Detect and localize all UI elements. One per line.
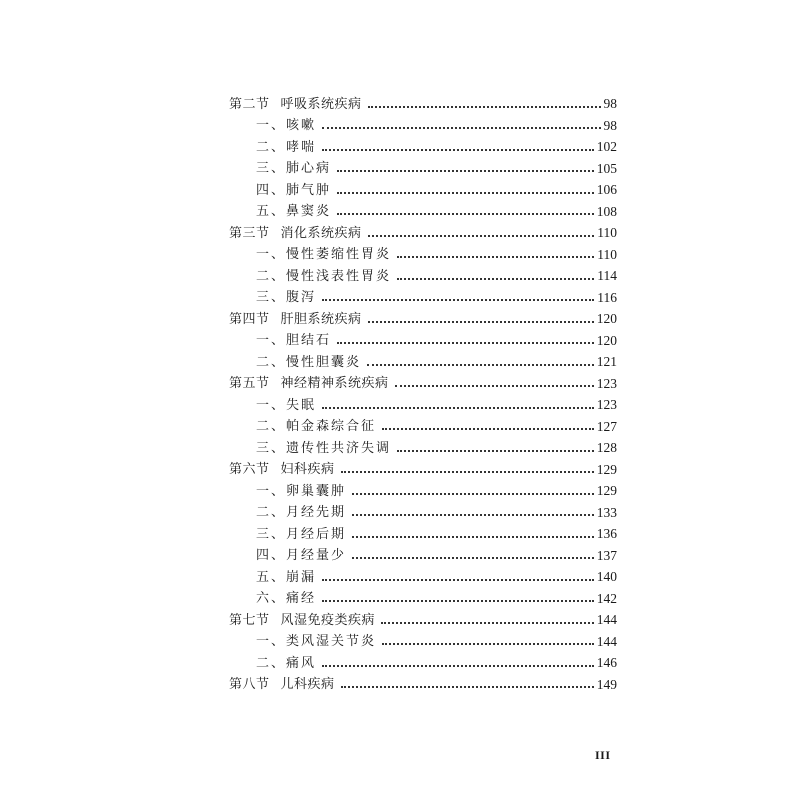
dot-leader: [352, 536, 594, 538]
dot-leader: [352, 557, 594, 559]
dot-leader: [322, 299, 594, 301]
page-number: III: [595, 748, 611, 762]
toc-page-number: 149: [596, 676, 617, 692]
toc-item-row: [229, 390, 617, 412]
toc-page-number: 110: [597, 246, 617, 262]
toc-item-title: 一、慢性萎缩性胃炎: [256, 247, 392, 262]
toc-section-number: 第六节: [229, 462, 270, 477]
toc-item-row: [229, 240, 617, 262]
dot-leader: [322, 665, 594, 667]
toc-label: [229, 442, 391, 455]
toc-label: [229, 528, 346, 541]
dot-leader: [322, 149, 594, 151]
toc-section-row: [229, 605, 617, 627]
toc-label: [229, 248, 391, 261]
toc-item-title: 二、哮喘: [256, 139, 317, 155]
toc-item-row: [229, 132, 617, 154]
toc-item-row: [229, 283, 617, 305]
toc-item-row: [229, 584, 617, 606]
toc-page-number: 136: [596, 526, 617, 541]
toc-label: [229, 98, 362, 111]
dot-leader: [382, 428, 594, 430]
toc-page-number: 129: [596, 461, 617, 477]
toc-label: [229, 549, 346, 562]
toc-label: [229, 270, 391, 283]
dot-leader: [368, 321, 594, 323]
dot-leader: [395, 385, 594, 387]
toc-page-number: 127: [596, 418, 617, 434]
toc-item-row: [229, 326, 617, 348]
toc-page-number: 114: [597, 268, 617, 283]
toc-page-number: 98: [603, 117, 617, 133]
toc-label: [229, 571, 316, 584]
toc-item-row: [229, 412, 617, 434]
toc-item-title: 二、月经先期: [256, 505, 347, 520]
toc-label: [229, 657, 316, 670]
toc-item-title: 三、腹泻: [256, 290, 317, 305]
toc-page-number: 128: [596, 440, 617, 455]
toc-label: [229, 313, 362, 326]
toc-section-title: 风湿免疫类疾病: [280, 612, 376, 628]
toc-item-title: 二、慢性胆囊炎: [256, 354, 362, 370]
toc-section-title: 肝胆系统疾病: [280, 311, 362, 327]
toc-section-title: 妇科疾病: [280, 462, 335, 477]
toc-section-row: [229, 670, 617, 692]
toc-item-title: 一、咳嗽: [256, 118, 317, 133]
toc-item-row: [229, 197, 617, 219]
toc-section-number: 第七节: [229, 612, 270, 628]
toc-page-number: 137: [596, 547, 617, 563]
dot-leader: [352, 514, 594, 516]
toc-page-number: 116: [597, 289, 617, 305]
dot-leader: [341, 686, 594, 688]
toc-label: [229, 635, 376, 648]
toc-page-number: 98: [603, 96, 617, 111]
toc-page-number: 102: [596, 139, 617, 154]
toc-section-row: [229, 89, 617, 111]
dot-leader: [322, 127, 600, 129]
toc-label: [229, 485, 346, 498]
toc-item-row: [229, 498, 617, 520]
toc-item-title: 四、肺气肿: [256, 182, 332, 198]
toc-label: [229, 614, 375, 627]
dot-leader: [397, 256, 594, 258]
toc-section-number: 第三节: [229, 225, 270, 241]
toc-item-row: [229, 627, 617, 649]
toc-item-row: [229, 175, 617, 197]
toc-page-number: 108: [596, 203, 617, 219]
toc-label: [229, 184, 331, 197]
toc-page-number: 133: [596, 504, 617, 520]
toc-section-row: [229, 455, 617, 477]
toc-item-title: 六、痛经: [256, 591, 317, 606]
toc-item-title: 一、失眠: [256, 397, 317, 413]
dot-leader: [368, 235, 595, 237]
toc-page-number: 144: [596, 612, 617, 627]
dot-leader: [322, 600, 594, 602]
toc-item-title: 五、崩漏: [256, 569, 317, 585]
dot-leader: [322, 579, 594, 581]
toc-label: [229, 678, 335, 691]
toc-page-number: 140: [596, 569, 617, 584]
toc-section-title: 呼吸系统疾病: [280, 96, 362, 112]
dot-leader: [322, 407, 594, 409]
dot-leader: [352, 493, 594, 495]
toc-page-number: 142: [596, 590, 617, 606]
dot-leader: [337, 213, 594, 215]
table-of-contents: [229, 89, 617, 691]
toc-page-number: 105: [596, 160, 617, 176]
dot-leader: [381, 622, 594, 624]
toc-label: [229, 592, 316, 605]
toc-page-number: 144: [596, 633, 617, 649]
toc-item-title: 一、卵巢囊肿: [256, 483, 347, 499]
toc-item-title: 二、痛风: [256, 655, 317, 671]
toc-section-number: 第四节: [229, 311, 270, 327]
dot-leader: [382, 643, 594, 645]
toc-item-title: 一、类风湿关节炎: [256, 634, 377, 649]
toc-label: [229, 463, 335, 476]
toc-item-title: 四、月经量少: [256, 548, 347, 563]
dot-leader: [397, 450, 594, 452]
toc-item-title: 五、鼻窦炎: [256, 204, 332, 219]
dot-leader: [337, 170, 594, 172]
toc-page-number: 123: [596, 375, 617, 391]
toc-section-title: 儿科疾病: [280, 677, 335, 692]
toc-item-row: [229, 476, 617, 498]
toc-page-number: 120: [596, 311, 617, 326]
dot-leader: [397, 278, 594, 280]
toc-item-title: 一、胆结石: [256, 333, 332, 348]
toc-item-title: 三、遗传性共济失调: [256, 440, 392, 456]
toc-section-number: 第五节: [229, 376, 270, 391]
toc-label: [229, 399, 316, 412]
toc-label: [229, 227, 362, 240]
toc-item-title: 二、帕金森综合征: [256, 419, 377, 434]
toc-item-row: [229, 648, 617, 670]
toc-label: [229, 506, 346, 519]
toc-item-row: [229, 541, 617, 563]
dot-leader: [368, 106, 601, 108]
toc-label: [229, 377, 389, 390]
toc-label: [229, 420, 376, 433]
toc-section-title: 消化系统疾病: [280, 225, 362, 241]
toc-section-row: [229, 218, 617, 240]
toc-item-row: [229, 261, 617, 283]
toc-item-row: [229, 111, 617, 133]
toc-page-number: 146: [596, 655, 617, 670]
dot-leader: [341, 471, 594, 473]
toc-item-row: [229, 562, 617, 584]
toc-page-number: 129: [596, 483, 617, 498]
toc-item-row: [229, 519, 617, 541]
toc-label: [229, 334, 331, 347]
toc-page-number: 121: [596, 354, 617, 369]
toc-section-number: 第八节: [229, 677, 270, 692]
toc-page-number: 110: [597, 225, 617, 240]
toc-label: [229, 291, 316, 304]
dot-leader: [367, 364, 594, 366]
toc-item-title: 三、月经后期: [256, 526, 347, 542]
dot-leader: [337, 192, 594, 194]
toc-section-number: 第二节: [229, 96, 270, 112]
toc-section-row: [229, 304, 617, 326]
toc-item-title: 三、肺心病: [256, 161, 332, 176]
toc-section-title: 神经精神系统疾病: [280, 376, 389, 391]
toc-label: [229, 119, 316, 132]
toc-label: [229, 356, 361, 369]
toc-item-row: [229, 154, 617, 176]
toc-item-row: [229, 347, 617, 369]
toc-label: [229, 205, 331, 218]
toc-page-number: 120: [596, 332, 617, 348]
dot-leader: [337, 342, 594, 344]
toc-page-number: 106: [596, 182, 617, 197]
toc-page-number: 123: [596, 397, 617, 412]
toc-label: [229, 141, 316, 154]
toc-label: [229, 162, 331, 175]
toc-item-row: [229, 433, 617, 455]
toc-item-title: 二、慢性浅表性胃炎: [256, 268, 392, 284]
toc-section-row: [229, 369, 617, 391]
